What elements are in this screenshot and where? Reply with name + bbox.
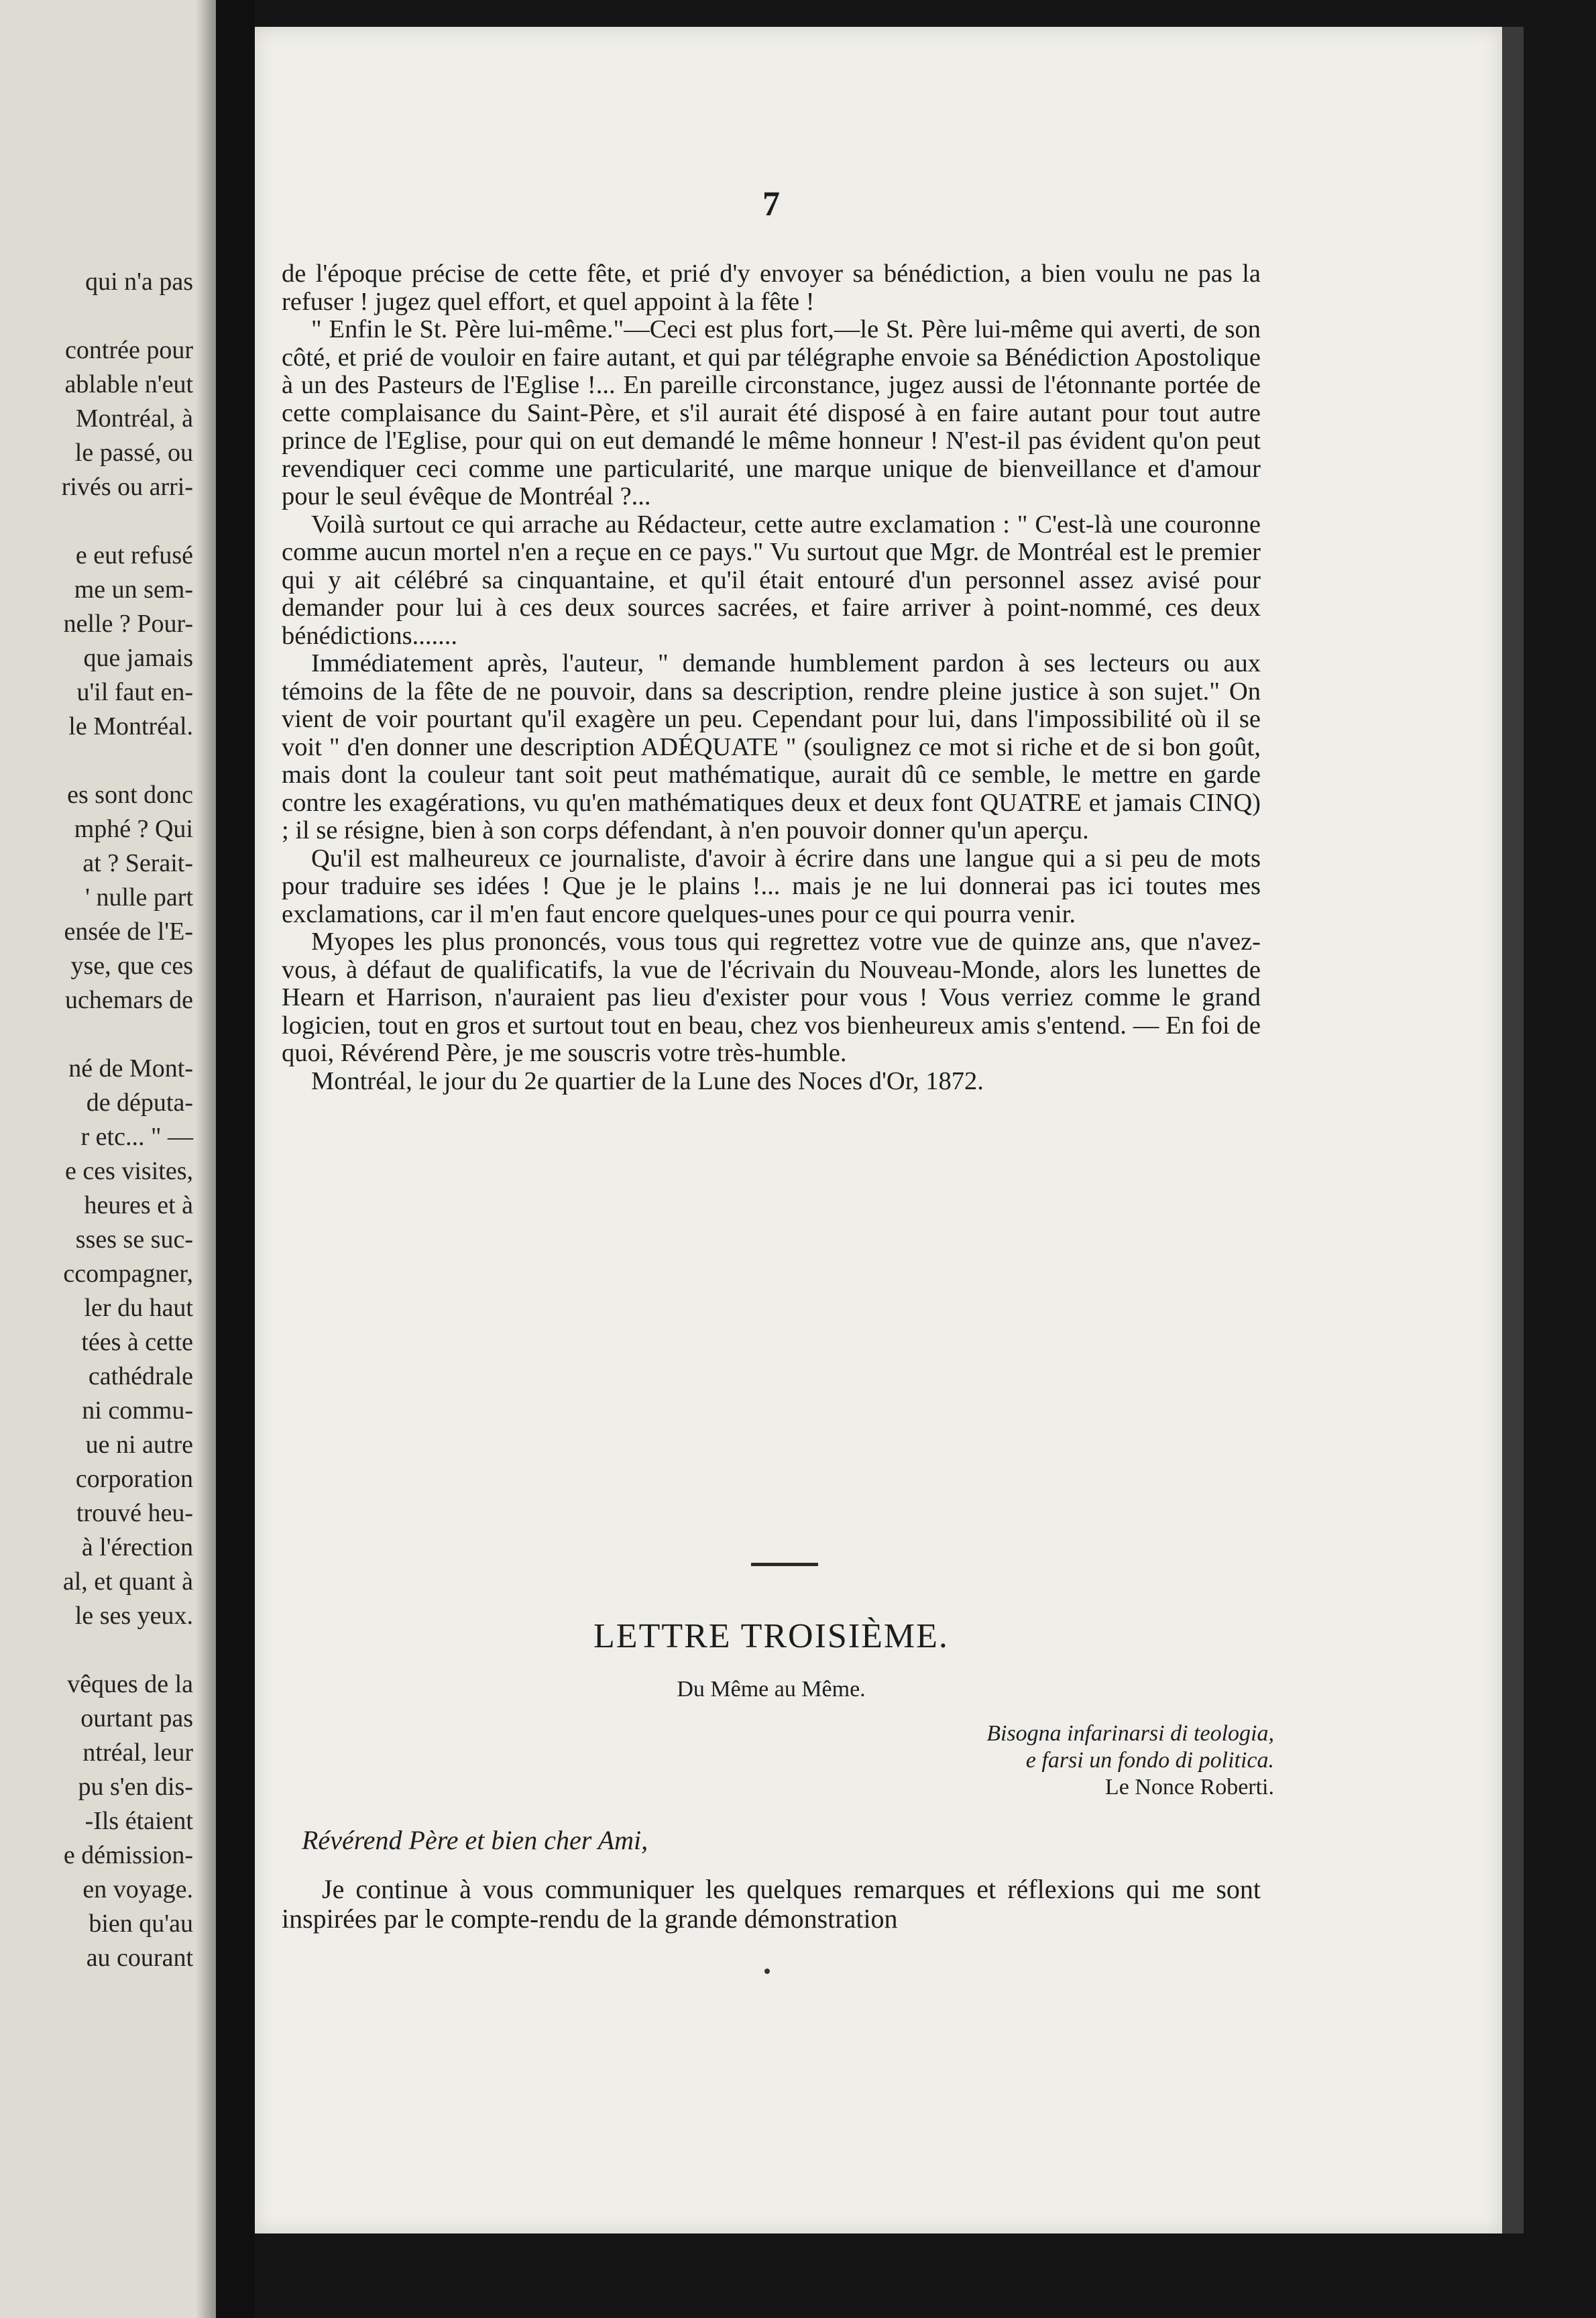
left-facing-page <box>0 0 216 2318</box>
left-page-line: à l'érection <box>81 1533 193 1561</box>
left-page-line: uchemars de <box>65 986 193 1014</box>
left-page-line: nelle ? Pour- <box>63 610 193 638</box>
left-page-line: u'il faut en- <box>76 678 193 706</box>
left-page-line: ' nulle part <box>85 883 193 912</box>
page-edge <box>1502 27 1524 2233</box>
left-page-line: e démission- <box>63 1841 193 1869</box>
left-page-line: corporation <box>75 1465 193 1493</box>
epigraph-line: e farsi un fondo di politica. <box>1025 1748 1274 1773</box>
left-page-line: sses se suc- <box>75 1225 193 1254</box>
left-page-line: heures et à <box>84 1191 193 1219</box>
left-page-line: e eut refusé <box>75 541 193 569</box>
left-page-line: al, et quant à <box>62 1567 193 1596</box>
left-page-line <box>62 1017 193 1052</box>
letter-subheading: Du Même au Même. <box>677 1677 866 1702</box>
left-page-line: me un sem- <box>74 575 193 604</box>
page-fold-shadow <box>196 0 216 2318</box>
left-page-line: Montréal, à <box>75 404 193 433</box>
left-page-line: ue ni autre <box>85 1431 193 1459</box>
epigraph <box>986 1720 1274 1801</box>
left-page-line: ler du haut <box>84 1294 193 1322</box>
book-gutter <box>216 0 255 2318</box>
left-page-line: es sont donc <box>67 781 193 809</box>
left-page-text <box>62 265 193 1975</box>
closing-text <box>282 1875 1261 1934</box>
left-page-line: de députa- <box>86 1089 193 1117</box>
body-text <box>282 260 1261 1095</box>
left-page-line <box>62 1633 193 1667</box>
left-page-line: at ? Serait- <box>82 849 193 877</box>
left-page-line: vêques de la <box>67 1670 193 1698</box>
paragraph: Voilà surtout ce qui arrache au Rédacteur, cette autre exclamation : " C'est-là une couronne comme aucun mortel n'en a reçue en ce pays." Vu surtout que Mgr. de Montréal est le premier qui y ait célébré sa cinquantaine, et qu'il était entouré d'un personnel assez avisé pour demander pour lui à ces deux sources sacrées, et faire arriver à point-nommé, ces deux bénédictions....... <box>282 510 1261 650</box>
left-page-line: né de Mont- <box>68 1054 193 1083</box>
letter-heading: LETTRE TROISIÈME. <box>593 1617 949 1655</box>
left-page-line: qui n'a pas <box>85 268 193 296</box>
left-page-line: ablable n'eut <box>64 370 193 398</box>
left-page-line: r etc... " — <box>80 1123 193 1151</box>
left-page-line: -Ils étaient <box>84 1807 193 1835</box>
left-page-line: ni commu- <box>82 1396 193 1425</box>
left-page-line: le passé, ou <box>74 439 193 467</box>
left-page-line: contrée pour <box>65 336 193 364</box>
left-page-line: bien qu'au <box>89 1910 193 1938</box>
left-page-line: e ces visites, <box>64 1157 193 1185</box>
left-page-line: yse, que ces <box>70 952 193 980</box>
salutation: Révérend Père et bien cher Ami, <box>302 1825 648 1855</box>
left-page-line: au courant <box>86 1944 193 1972</box>
left-page-line <box>62 299 193 333</box>
paragraph: Qu'il est malheureux ce journaliste, d'avoir à écrire dans une langue qui a si peu de mots pour traduire ses idées ! Que je le plains !... mais je ne lui donnerai pas ici toutes mes exclamations, car il m'en faut encore quelques-unes pour ce qui pourra venir. <box>282 844 1261 928</box>
left-page-line <box>62 504 193 539</box>
paragraph: de l'époque précise de cette fête, et prié d'y envoyer sa bénédiction, a bien voulu ne pas la refuser ! jugez quel effort, et quel appoint à la fête ! <box>282 260 1261 316</box>
left-page-line: pu s'en dis- <box>78 1773 193 1801</box>
section-separator <box>751 1563 818 1566</box>
left-page-line: cathédrale <box>88 1362 193 1390</box>
page-number: 7 <box>762 185 780 223</box>
left-page-line: ourtant pas <box>80 1704 193 1732</box>
left-page-line: mphé ? Qui <box>74 815 193 843</box>
left-page-line: ensée de l'E- <box>64 918 193 946</box>
left-page-line: rivés ou arri- <box>61 473 193 501</box>
left-page-line: que jamais <box>83 644 193 672</box>
left-page-line: trouvé heu- <box>76 1499 193 1527</box>
left-page-line <box>62 744 193 778</box>
dateline: Montréal, le jour du 2e quartier de la Lune des Noces d'Or, 1872. <box>311 1066 984 1095</box>
left-page-line: le Montréal. <box>68 712 193 740</box>
paragraph: Immédiatement après, l'auteur, " demande humblement pardon à ses lecteurs ou aux témoins de la fête de ne pouvoir, dans sa description, rendre pleine justice à son sujet." On vient de voir pourtant qu'il exagère un peu. Cependant pour lui, dans l'impossibilité où il se voit " d'en donner une description ADÉQUATE " (soulignez ce mot si riche et de si bon goût, mais dont la couleur tant soit peut mathématique, aurait dû ce semble, le mettre en garde contre les exagérations, vu qu'en mathématiques deux et deux font QUATRE et jamais CINQ) ; il se résigne, bien à son corps défendant, à n'en pouvoir donner qu'un aperçu. <box>282 649 1261 844</box>
epigraph-attribution: Le Nonce Roberti. <box>1104 1775 1274 1800</box>
left-page-line: en voyage. <box>82 1875 193 1903</box>
left-page-line: ccompagner, <box>63 1260 193 1288</box>
paragraph: Myopes les plus prononcés, vous tous qui regrettez votre vue de quinze ans, que n'avez-vous, à défaut de qualificatifs, la vue de l'écrivain du Nouveau-Monde, alors les lunettes de Hearn et Harrison, n'auraient pas lieu d'exister pour vous ! Vous verriez comme le grand logicien, tout en gros et surtout tout en beau, chez vos bienheureux amis s'entend. — En foi de quoi, Révérend Père, je me souscris votre très-humble. <box>282 928 1261 1067</box>
left-page-line: ntréal, leur <box>82 1738 193 1767</box>
ink-dot <box>764 1969 770 1974</box>
left-page-line: tées à cette <box>81 1328 193 1356</box>
paragraph: " Enfin le St. Père lui-même."—Ceci est plus fort,—le St. Père lui-même qui averti, de son côté, et prié de vouloir en faire autant, et qui par télégraphe envoie sa Bénédiction Apostolique à un des Pasteurs de l'Eglise !... En pareille circonstance, jugez aussi de l'étonnante portée de cette complaisance du Saint-Père, et s'il aurait été disposé à en faire autant pour tout autre prince de l'Eglise, pour qui on eut demandé le même honneur ! N'est-il pas évident qu'on peut revendiquer ceci comme une particularité, une marque unique de bienveillance et d'amour pour le seul évêque de Montréal ?... <box>282 315 1261 510</box>
epigraph-line: Bisogna infarinarsi di teologia, <box>986 1721 1274 1746</box>
paragraph: Je continue à vous communiquer les quelques remarques et réflexions qui me sont inspirées par le compte-rendu de la grande démonstration <box>282 1874 1261 1934</box>
left-page-line: le ses yeux. <box>74 1602 193 1630</box>
